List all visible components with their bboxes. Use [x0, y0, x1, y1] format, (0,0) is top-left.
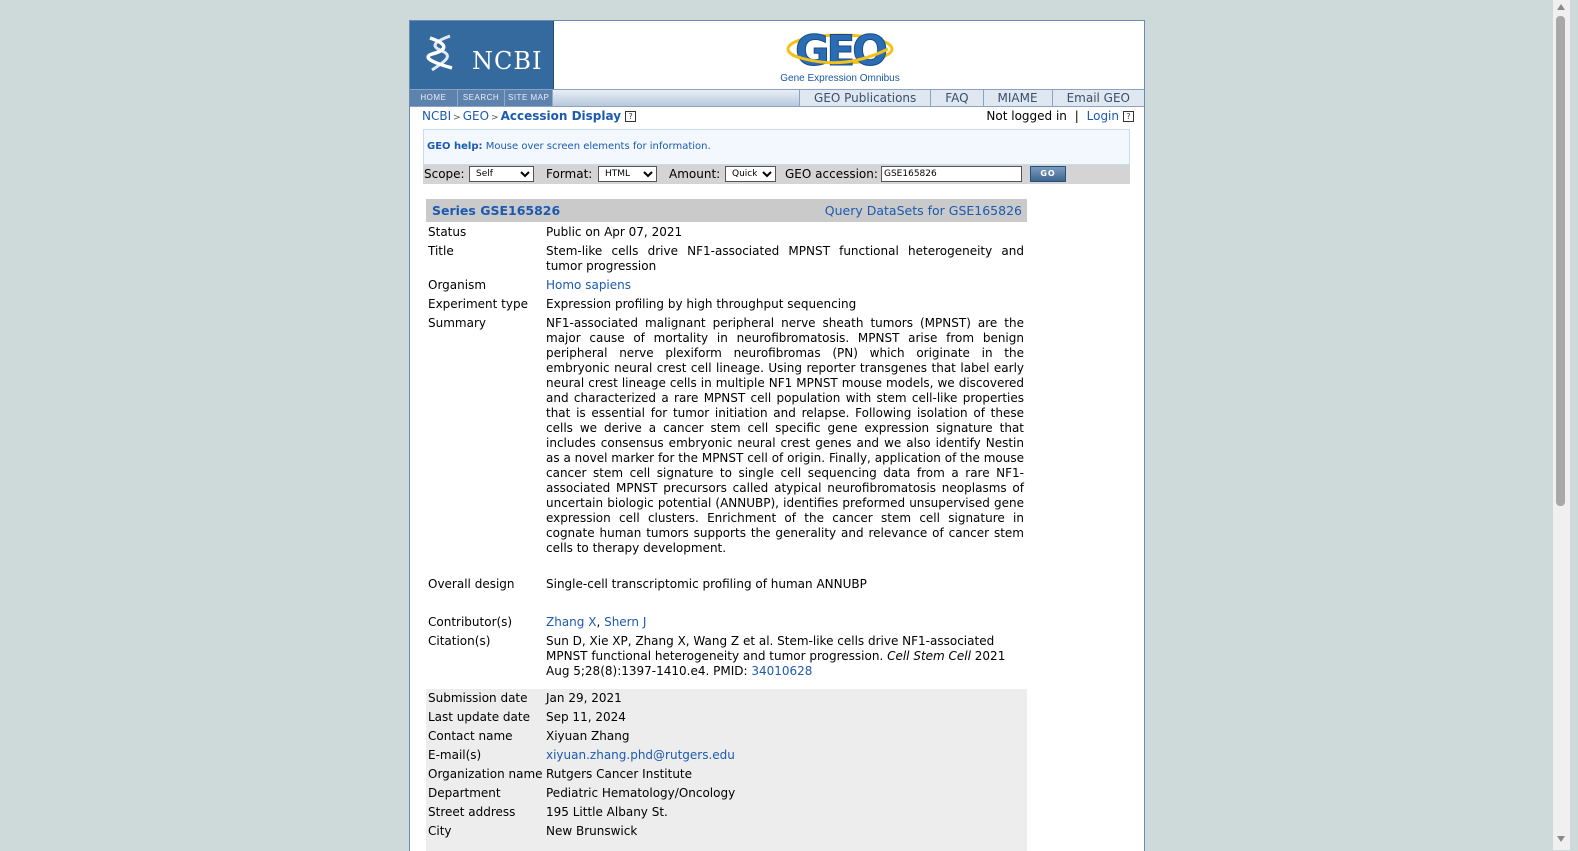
- nav-home[interactable]: HOME: [410, 90, 458, 106]
- geo-logo[interactable]: [770, 25, 910, 87]
- ncbi-nav: [410, 90, 553, 106]
- contributor-link[interactable]: Zhang X: [546, 615, 597, 629]
- breadcrumb-geo[interactable]: GEO: [462, 109, 490, 123]
- citation-text: Sun D, Xie XP, Zhang X, Wang Z et al. Stem-like cells drive NF1-associated MPNST functional heterogeneity and tumor progression.: [546, 634, 995, 663]
- query-bar: [423, 165, 1130, 184]
- pmid-link[interactable]: 34010628: [751, 664, 813, 678]
- help-box: [423, 129, 1130, 165]
- citation-rest: 2021 Aug 5;28(8):1397-1410.e4. PMID:: [546, 649, 1006, 678]
- query-datasets-link[interactable]: Query DataSets for GSE165826: [824, 203, 1022, 218]
- contributors-label: Contributor(s): [428, 615, 513, 629]
- breadcrumb: [422, 109, 636, 123]
- nav-bar: [410, 89, 1144, 107]
- citation-value: [546, 634, 1024, 679]
- accession-label: GEO accession:: [785, 167, 878, 181]
- citation-label: Citation(s): [428, 634, 491, 648]
- scope-select[interactable]: [469, 166, 534, 182]
- nav-site-map[interactable]: SITE MAP: [505, 90, 553, 106]
- dna-helix-icon: [424, 34, 458, 74]
- submission-date-label: Submission date: [428, 691, 528, 705]
- format-label: Format:: [546, 167, 593, 181]
- contact-name-value: Xiyuan Zhang: [546, 729, 630, 743]
- summary-value: NF1-associated malignant peripheral nerve sheath tumors (MPNST) are the major cause of mortality in neurofibromatosis. MPNST arise from benign peripheral nerve plexiform neurofibromas (PN) which originate in the embryonic neural crest cell lineage. Using reporter transgenes that label early neural crest lineage cells in multiple NF1 MPNST mouse models, we discovered and characterized a rare MPNST cell population with stem cell-like properties that is essential for tumor initiation and relapse. Following isolation of these cells we derive a cancer stem cell specific gene expression signature that includes consensus embryonic neural crest genes and we also identify Nestin as a novel marker for the MPNST cell of origin. Finally, application of the mouse cancer stem cell signature to single cell sequencing data from a rare NF1-associated MPNST precursors called atypical neurofibromatosis neoplasms of uncertain biologic potential (ANNUBP), identifies preformed unsupervised gene expression cell clusters. Enrichment of the cancer stem cell signature in cognate human tumors supports the generality and relevance of cancer stem cells to therapy development.: [546, 316, 1024, 555]
- nav-search[interactable]: SEARCH: [458, 90, 506, 106]
- ncbi-logo[interactable]: [410, 21, 554, 89]
- help-icon[interactable]: ?: [625, 111, 636, 122]
- last-update-label: Last update date: [428, 710, 530, 724]
- organism-link[interactable]: Homo sapiens: [546, 278, 632, 292]
- breadcrumb-ncbi[interactable]: NCBI: [422, 109, 452, 123]
- scrollbar-thumb[interactable]: [1556, 16, 1565, 506]
- status-value: Public on Apr 07, 2021: [546, 225, 683, 239]
- experiment-type-value: Expression profiling by high throughput sequencing: [546, 297, 857, 311]
- title-value: Stem-like cells drive NF1-associated MPNST functional heterogeneity and tumor progression: [546, 244, 1024, 273]
- geo-subtitle: Gene Expression Omnibus: [780, 73, 900, 84]
- breadcrumb-separator: >: [491, 113, 499, 123]
- scroll-up-arrow-icon[interactable]: [1557, 4, 1565, 10]
- experiment-type-label: Experiment type: [428, 297, 528, 311]
- accession-input[interactable]: [881, 166, 1022, 182]
- nav-miame[interactable]: MIAME: [983, 90, 1052, 106]
- format-select[interactable]: [598, 166, 657, 182]
- city-label: City: [428, 824, 452, 838]
- city-value: New Brunswick: [546, 824, 638, 838]
- organization-label: Organization name: [428, 767, 543, 781]
- title-label: Title: [428, 244, 454, 258]
- login-link[interactable]: Login: [1086, 109, 1119, 123]
- scroll-down-arrow-icon[interactable]: [1557, 836, 1565, 842]
- overall-design-label: Overall design: [428, 577, 515, 591]
- organism-label: Organism: [428, 278, 487, 292]
- summary-label: Summary: [428, 316, 486, 330]
- scope-label: Scope:: [424, 167, 465, 181]
- email-link[interactable]: xiyuan.zhang.phd@rutgers.edu: [546, 748, 735, 762]
- department-label: Department: [428, 786, 501, 800]
- geo-logo-text: GEO: [795, 26, 885, 75]
- citation-journal: Cell Stem Cell: [887, 649, 971, 663]
- contributors-value: [546, 615, 1024, 630]
- login-help-icon[interactable]: ?: [1123, 111, 1134, 122]
- overall-design-value: Single-cell transcriptomic profiling of human ANNUBP: [546, 577, 867, 591]
- department-value: Pediatric Hematology/Oncology: [546, 786, 736, 800]
- help-title: GEO help:: [427, 141, 483, 152]
- scrollbar[interactable]: [1553, 0, 1570, 850]
- ncbi-logo-text: NCBI: [472, 47, 543, 75]
- organization-value: Rutgers Cancer Institute: [546, 767, 693, 781]
- geo-nav: [799, 90, 1144, 106]
- go-button[interactable]: GO: [1030, 166, 1066, 182]
- street-address-label: Street address: [428, 805, 516, 819]
- login-bar: [986, 109, 1134, 123]
- contact-name-label: Contact name: [428, 729, 513, 743]
- nav-geo-publications[interactable]: GEO Publications: [799, 90, 930, 106]
- breadcrumb-current: Accession Display: [500, 109, 622, 123]
- submission-date-value: Jan 29, 2021: [546, 691, 622, 705]
- page-container: [409, 20, 1145, 851]
- help-text: Mouse over screen elements for information.: [482, 141, 711, 152]
- login-separator: |: [1074, 109, 1079, 123]
- nav-email-geo[interactable]: Email GEO: [1052, 90, 1144, 106]
- series-header: [426, 199, 1027, 222]
- breadcrumb-separator: >: [453, 113, 461, 123]
- email-label: E-mail(s): [428, 748, 482, 762]
- contributor-separator: ,: [596, 615, 605, 629]
- nav-faq[interactable]: FAQ: [930, 90, 982, 106]
- login-status: Not logged in: [986, 109, 1067, 123]
- last-update-value: Sep 11, 2024: [546, 710, 626, 724]
- amount-select[interactable]: [725, 166, 776, 182]
- geo-logo-icon: [770, 25, 910, 75]
- amount-label: Amount:: [669, 167, 721, 181]
- series-title: Series GSE165826: [432, 203, 561, 218]
- status-label: Status: [428, 225, 467, 239]
- contributor-link[interactable]: Shern J: [604, 615, 647, 629]
- street-address-value: 195 Little Albany St.: [546, 805, 668, 819]
